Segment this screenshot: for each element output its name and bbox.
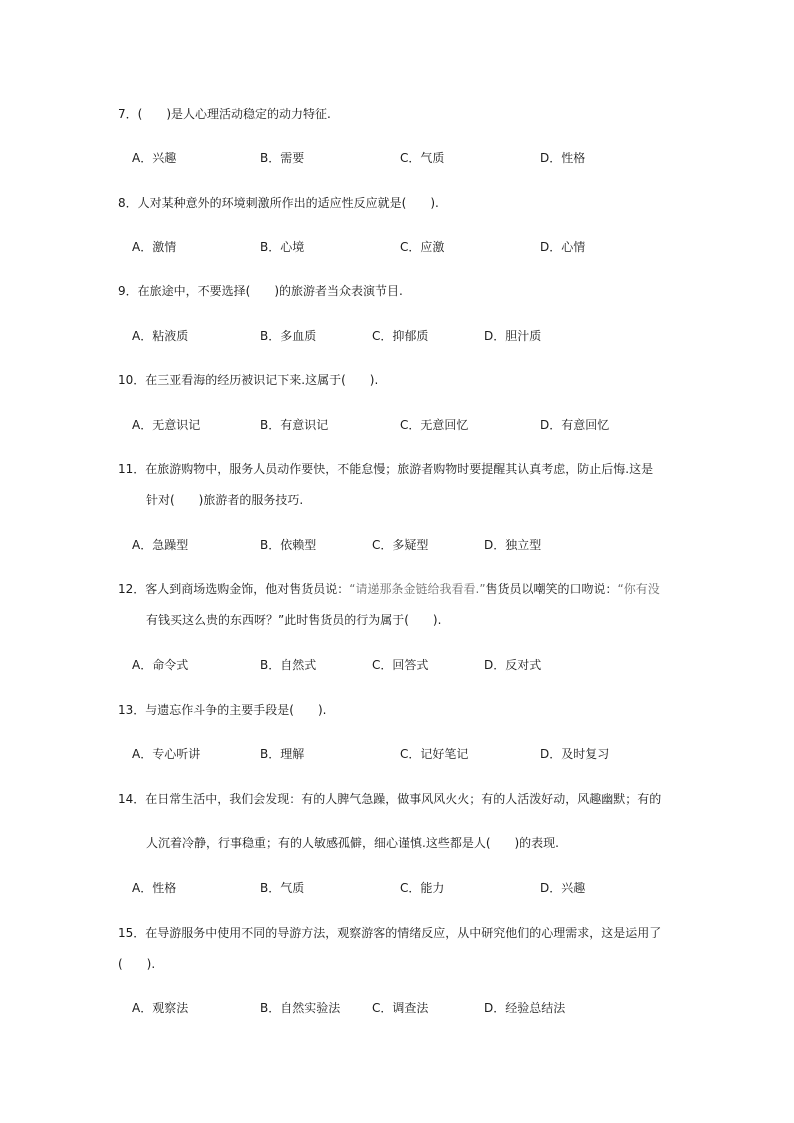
question-8-options: [0, 239, 794, 255]
option-c: C．无意回忆: [400, 418, 469, 432]
question-10-options: [0, 417, 794, 433]
question-12-text-line2: 有钱买这么贵的东西呀？”此时售货员的行为属于( ).: [146, 613, 442, 627]
option-a: A．急躁型: [132, 538, 189, 552]
question-12-part-b: “请递那条金链给我看看.”: [349, 582, 486, 596]
option-a: A．观察法: [132, 1001, 189, 1015]
question-9-options: [0, 328, 794, 344]
question-7-options: [0, 150, 794, 166]
question-11-text-line2: 针对( )旅游者的服务技巧.: [146, 493, 304, 507]
option-d: D．经验总结法: [484, 1001, 566, 1015]
option-d: D．有意回忆: [540, 418, 610, 432]
question-12-part-a: 12．客人到商场选购金饰，他对售货员说：: [118, 582, 350, 596]
option-b: B．多血质: [260, 329, 317, 343]
option-b: B．有意识记: [260, 418, 329, 432]
option-b: B．需要: [260, 151, 305, 165]
question-12-part-c: 售货员以嘲笑的口吻说：: [485, 582, 618, 596]
option-c: C．能力: [400, 881, 445, 895]
option-a: A．无意识记: [132, 418, 201, 432]
question-14-text-line2: 人沉着冷静，行事稳重；有的人敏感孤僻，细心谨慎.这些都是人( )的表现.: [146, 836, 559, 850]
question-12-options: [0, 657, 794, 673]
option-d: D．心情: [540, 240, 586, 254]
option-b: B．自然式: [260, 658, 317, 672]
question-7-text: 7．( )是人心理活动稳定的动力特征.: [118, 107, 331, 121]
question-12-text-line1: [118, 581, 660, 597]
question-15-text-line1: 15．在导游服务中使用不同的导游方法，观察游客的情绪反应，从中研究他们的心理需求，这是运用了: [118, 926, 662, 940]
option-d: D．兴趣: [540, 881, 586, 895]
option-c: C．回答式: [372, 658, 429, 672]
option-c: C．记好笔记: [400, 747, 469, 761]
question-14-options: [0, 880, 794, 896]
question-13-options: [0, 746, 794, 762]
option-a: A．专心听讲: [132, 747, 201, 761]
option-c: C．调查法: [372, 1001, 429, 1015]
question-11-text-line1: 11．在旅游购物中，服务人员动作要快，不能怠慢；旅游者购物时要提醒其认真考虑，防止后悔.这是: [118, 462, 654, 476]
option-a: A．兴趣: [132, 151, 177, 165]
option-d: D．反对式: [484, 658, 542, 672]
option-c: C．应激: [400, 240, 445, 254]
option-d: D．独立型: [484, 538, 542, 552]
question-13-text: 13．与遗忘作斗争的主要手段是( ).: [118, 703, 327, 717]
option-c: C．气质: [400, 151, 445, 165]
question-15-options: [0, 1000, 794, 1016]
question-15-text-line2: ( ).: [118, 957, 156, 971]
option-b: B．自然实验法: [260, 1001, 341, 1015]
option-d: D．及时复习: [540, 747, 610, 761]
option-d: D．胆汁质: [484, 329, 542, 343]
question-8-text: 8．人对某种意外的环境刺激所作出的适应性反应就是( ).: [118, 196, 439, 210]
option-c: C．多疑型: [372, 538, 429, 552]
option-a: A．粘液质: [132, 329, 189, 343]
question-9-text: 9．在旅途中，不要选择( )的旅游者当众表演节目.: [118, 284, 403, 298]
option-b: B．理解: [260, 747, 305, 761]
option-b: B．气质: [260, 881, 305, 895]
option-a: A．激情: [132, 240, 177, 254]
option-b: B．心境: [260, 240, 305, 254]
option-a: A．命令式: [132, 658, 189, 672]
question-14-text-line1: 14．在日常生活中，我们会发现：有的人脾气急躁，做事风风火火；有的人活泼好动，风趣幽默；有的: [118, 792, 662, 806]
question-12-part-d: “你有没: [617, 582, 660, 596]
option-c: C．抑郁质: [372, 329, 429, 343]
option-b: B．依赖型: [260, 538, 317, 552]
question-11-options: [0, 537, 794, 553]
question-10-text: 10．在三亚看海的经历被识记下来.这属于( ).: [118, 373, 379, 387]
option-d: D．性格: [540, 151, 586, 165]
option-a: A．性格: [132, 881, 177, 895]
